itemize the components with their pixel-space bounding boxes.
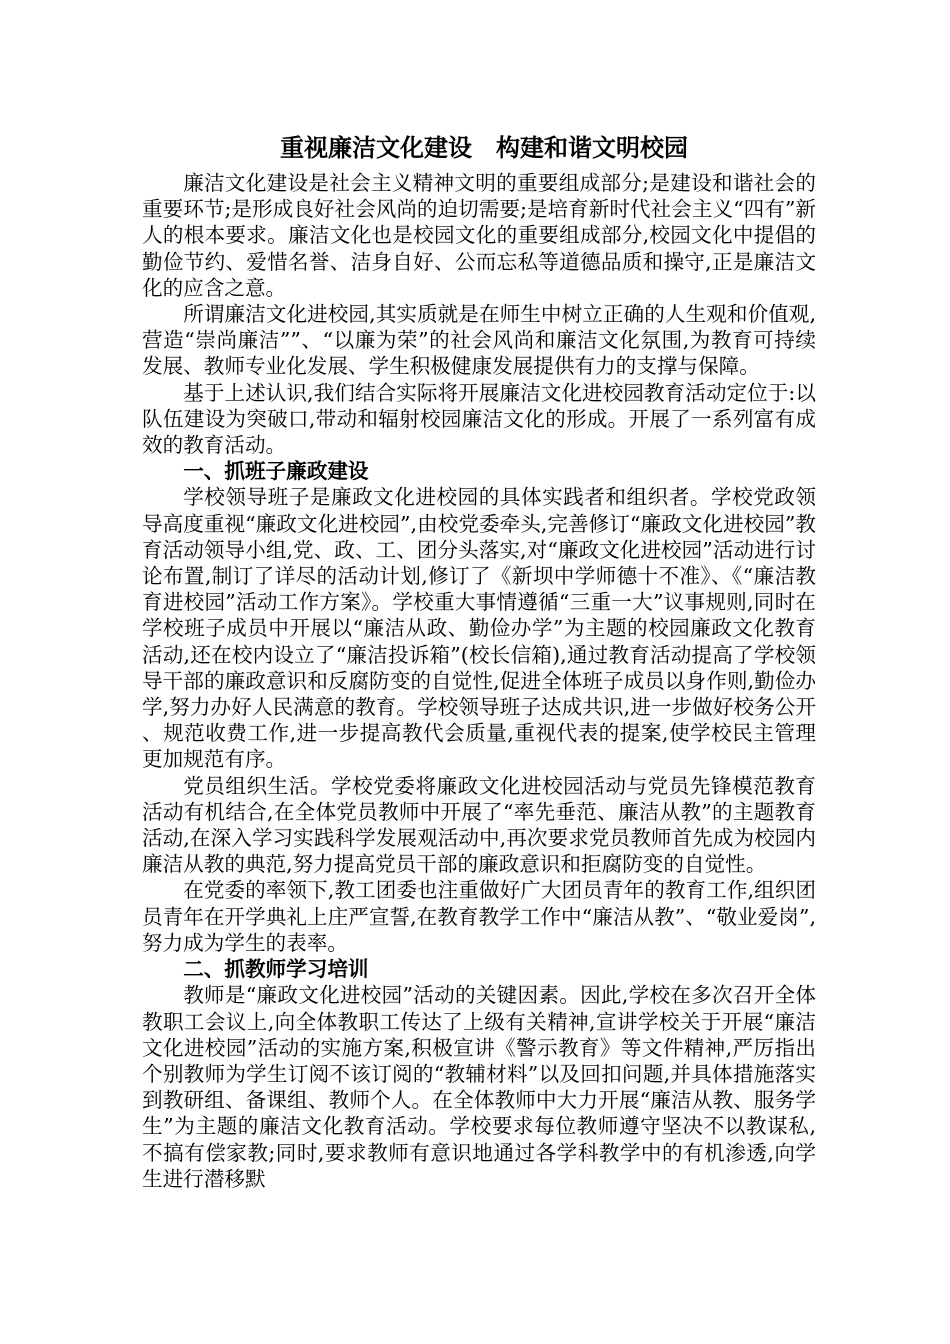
paragraph-intro-2: 所谓廉洁文化进校园,其实质就是在师生中树立正确的人生观和价值观,营造“崇尚廉洁””、“以廉为荣”的社会风尚和廉洁文化氛围,为教育可持续发展、教师专业化发展、学生积极健康发展提供有力的支撑与保障。 [142, 302, 816, 379]
section-heading-1: 一、抓班子廉政建设 [183, 459, 369, 484]
document-title: 重视廉洁文化建设 构建和谐文明校园 [280, 134, 688, 162]
section2-paragraph-1: 教师是“廉政文化进校园”活动的关键因素。因此,学校在多次召开全体教职工会议上,向全体教职工传达了上级有关精神,宣讲学校关于开展“廉洁文化进校园”活动的实施方案,积极宣讲《警示教育》等文件精神,严厉指出个别教师为学生订阅不该订阅的“教辅材料”以及回扣问题,并具体措施落实到教研组、备课组、教师个人。在全体教师中大力开展“廉洁从教、服务学生”为主题的廉洁文化教育活动。学校要求每位教师遵守坚决不以教谋私,不搞有偿家教;同时,要求教师有意识地通过各学科教学中的有机渗透,向学生进行潜移默 [142, 983, 816, 1191]
section1-paragraph-2: 党员组织生活。学校党委将廉政文化进校园活动与党员先锋模范教育活动有机结合,在全体党员教师中开展了“率先垂范、廉洁从教”的主题教育活动,在深入学习实践科学发展观活动中,再次要求党员教师首先成为校园内廉洁从教的典范,努力提高党员干部的廉政意识和拒腐防变的自觉性。 [142, 773, 816, 877]
section-heading-2: 二、抓教师学习培训 [183, 957, 369, 982]
section1-paragraph-1: 学校领导班子是廉政文化进校园的具体实践者和组织者。学校党政领导高度重视“廉政文化进校园”,由校党委牵头,完善修订“廉政文化进校园”教育活动领导小组,党、政、工、团分头落实,对“廉政文化进校园”活动进行讨论布置,制订了详尽的活动计划,修订了《新坝中学师德十不准》、《“廉洁教育进校园”活动工作方案》。学校重大事情遵循“三重一大”议事规则,同时在学校班子成员中开展以“廉洁从政、勤俭办学”为主题的校园廉政文化教育活动,还在校内设立了“廉洁投诉箱”(校长信箱),通过教育活动提高了学校领导干部的廉政意识和反腐防变的自觉性,促进全体班子成员以身作则,勤俭办学,努力办好人民满意的教育。学校领导班子达成共识,进一步做好校务公开、规范收费工作,进一步提高教代会质量,重视代表的提案,使学校民主管理更加规范有序。 [142, 485, 816, 772]
paragraph-intro-3: 基于上述认识,我们结合实际将开展廉洁文化进校园教育活动定位于:以队伍建设为突破口,带动和辐射校园廉洁文化的形成。开展了一系列富有成效的教育活动。 [142, 380, 816, 458]
section1-paragraph-3: 在党委的率领下,教工团委也注重做好广大团员青年的教育工作,组织团员青年在开学典礼上庄严宣誓,在教育教学工作中“廉洁从教”、“敬业爱岗”,努力成为学生的表率。 [142, 878, 816, 955]
paragraph-intro-1: 廉洁文化建设是社会主义精神文明的重要组成部分;是建设和谐社会的重要环节;是形成良好社会风尚的迫切需要;是培育新时代社会主义“四有”新人的根本要求。廉洁文化也是校园文化的重要组成部分,校园文化中提倡的勤俭节约、爱惜名誉、洁身自好、公而忘私等道德品质和操守,正是廉洁文化的应含之意。 [142, 171, 816, 300]
document-body [142, 128, 816, 1192]
